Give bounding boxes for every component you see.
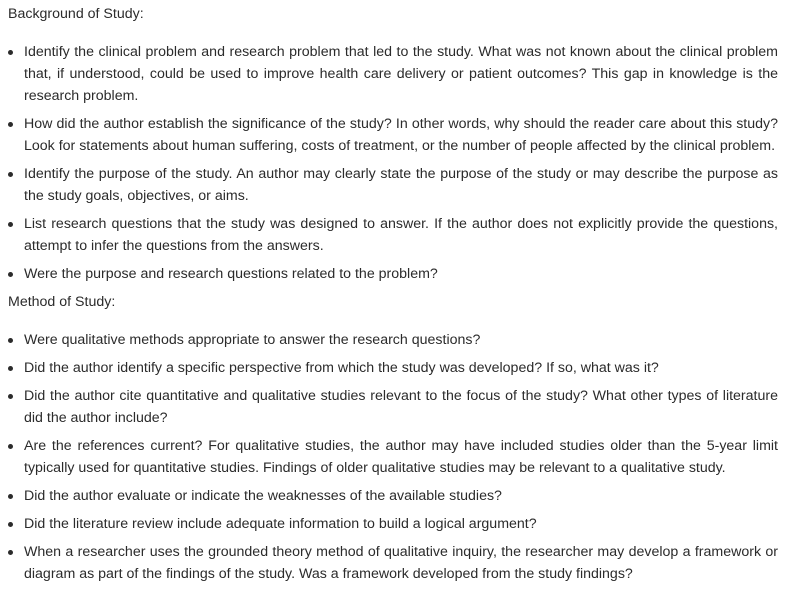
bullet-icon — [8, 338, 13, 343]
list-item: How did the author establish the significance of the study? In other words, why should the reader care about this study? Look for statements about human suffering, costs of treatment, or the number of people affected by the clinical problem. — [8, 113, 778, 157]
bullet-icon — [8, 272, 13, 277]
list-item: Were the purpose and research questions related to the problem? — [8, 263, 778, 285]
list-item: Did the author identify a specific perspective from which the study was developed? If so, what was it? — [8, 357, 778, 379]
bullet-icon — [8, 50, 13, 55]
list-item: List research questions that the study was designed to answer. If the author does not explicitly provide the questions, attempt to infer the questions from the answers. — [8, 213, 778, 257]
method-list — [8, 329, 778, 585]
bullet-icon — [8, 550, 13, 555]
bullet-icon — [8, 394, 13, 399]
list-item: Identify the clinical problem and research problem that led to the study. What was not known about the clinical problem that, if understood, could be used to improve health care delivery or patient outcomes? This gap in knowledge is the research problem. — [8, 41, 778, 107]
bullet-icon — [8, 122, 13, 127]
bullet-icon — [8, 172, 13, 177]
list-item: Did the author evaluate or indicate the weaknesses of the available studies? — [8, 485, 778, 507]
bullet-icon — [8, 494, 13, 499]
section-heading-background: Background of Study: — [8, 6, 144, 22]
list-item: Did the author cite quantitative and qualitative studies relevant to the focus of the study? What other types of literature did the author include? — [8, 385, 778, 429]
bullet-icon — [8, 222, 13, 227]
background-list — [8, 41, 778, 285]
list-item: Did the literature review include adequate information to build a logical argument? — [8, 513, 778, 535]
section-heading-method: Method of Study: — [8, 294, 116, 310]
list-item: When a researcher uses the grounded theory method of qualitative inquiry, the researcher may develop a framework or diagram as part of the findings of the study. Was a framework developed from the study findings? — [8, 541, 778, 585]
list-item: Were qualitative methods appropriate to answer the research questions? — [8, 329, 778, 351]
list-item: Identify the purpose of the study. An author may clearly state the purpose of the study or may describe the purpose as the study goals, objectives, or aims. — [8, 163, 778, 207]
bullet-icon — [8, 444, 13, 449]
list-item: Are the references current? For qualitative studies, the author may have included studies older than the 5-year limit typically used for quantitative studies. Findings of older qualitative studies may be relevant to a qualitative study. — [8, 435, 778, 479]
bullet-icon — [8, 366, 13, 371]
bullet-icon — [8, 522, 13, 527]
